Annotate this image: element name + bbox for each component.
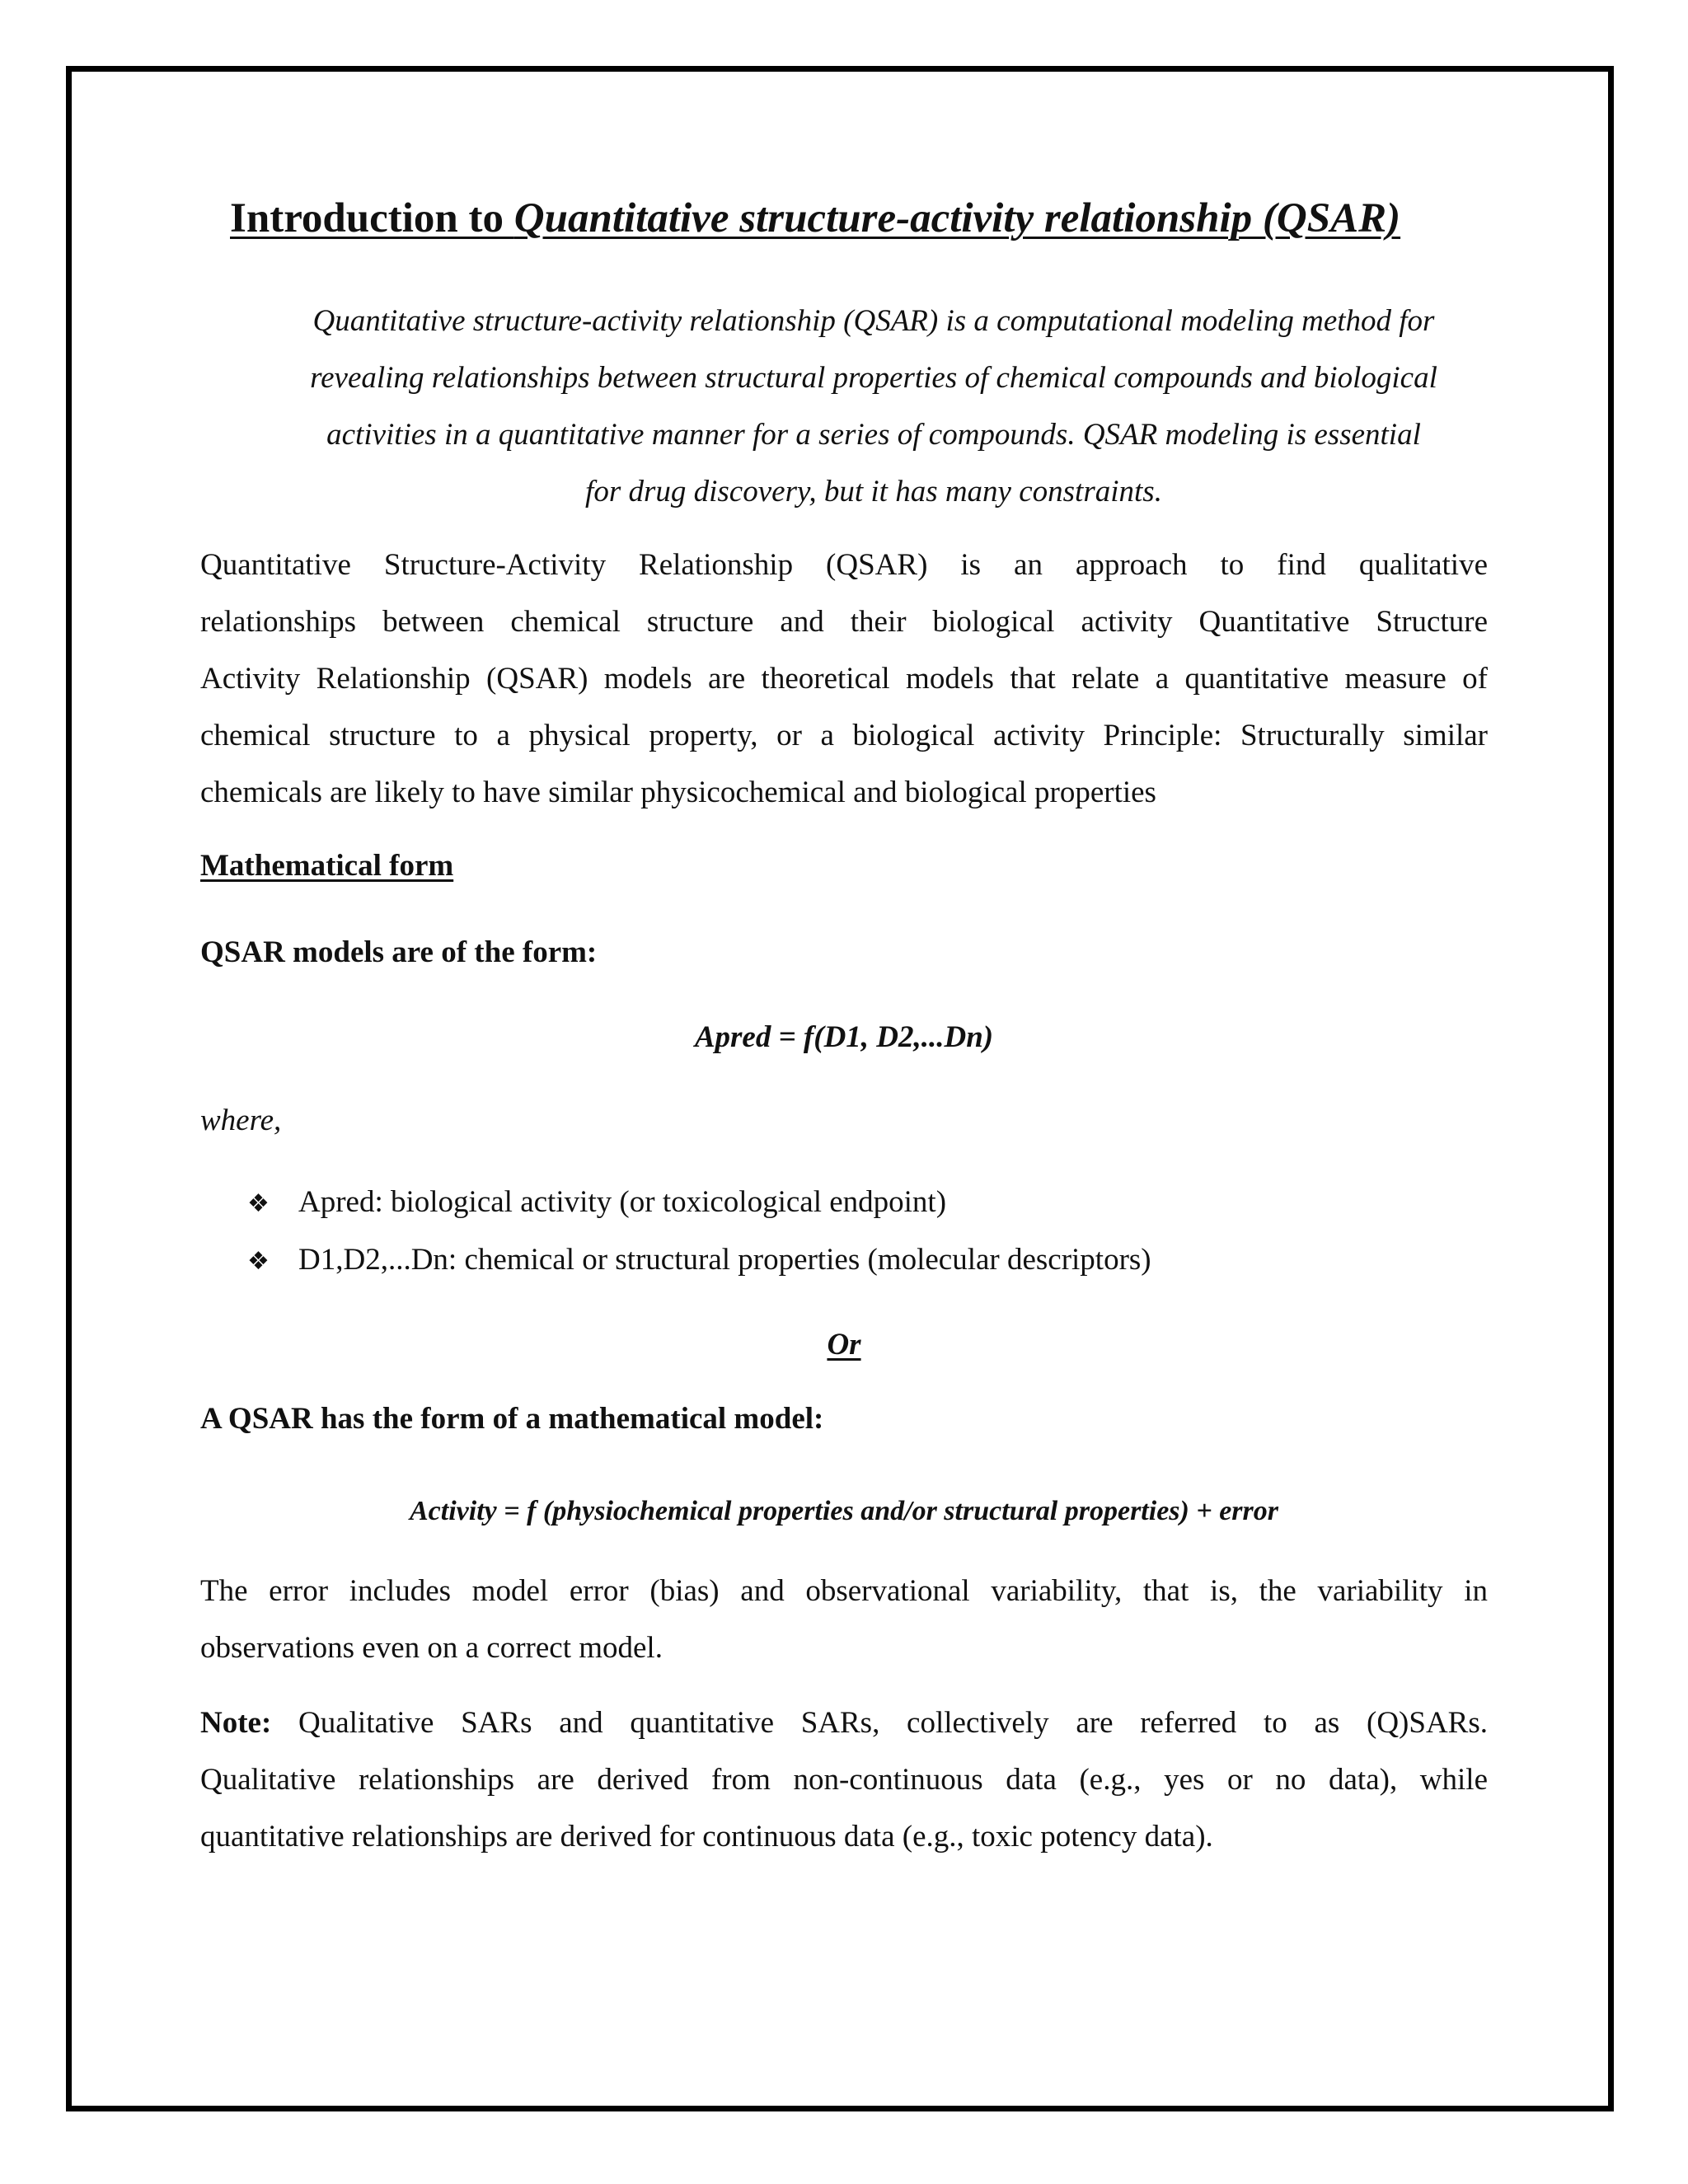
model-heading-2: A QSAR has the form of a mathematical model: — [200, 1402, 824, 1436]
models-heading: QSAR models are of the form: — [200, 935, 598, 969]
title-italic: Quantitative structure-activity relationship (QSAR) — [513, 195, 1401, 241]
bullet-item-apred — [247, 1184, 946, 1220]
bullet-text: D1,D2,...Dn: chemical or structural properties (molecular descriptors) — [298, 1243, 1151, 1277]
equation-apred: Apred = f(D1, D2,...Dn) — [694, 1020, 994, 1054]
math-heading: Mathematical form — [200, 849, 454, 883]
note-line-2: Qualitative relationships are derived from non-continuous data (e.g., yes or no data), while — [200, 1763, 1488, 1797]
bullet-text: Apred: biological activity (or toxicological endpoint) — [298, 1185, 947, 1219]
intro-line-3: Activity Relationship (QSAR) models are theoretical models that relate a quantitative measure of — [200, 662, 1488, 696]
abstract-line-1: Quantitative structure-activity relationship (QSAR) is a computational modeling method for — [312, 304, 1435, 338]
note-line-1 — [200, 1694, 1488, 1751]
note-line-3: quantitative relationships are derived for continuous data (e.g., toxic potency data). — [200, 1820, 1213, 1854]
error-line-2: observations even on a correct model. — [200, 1631, 663, 1665]
or-separator: Or — [827, 1328, 861, 1361]
equation-activity: Activity = f (physiochemical properties and/or structural properties) + error — [410, 1496, 1278, 1526]
intro-line-4: chemical structure to a physical property, or a biological activity Principle: Structurally similar — [200, 719, 1488, 752]
bullet-item-descriptors — [247, 1242, 1151, 1277]
intro-line-2: relationships between chemical structure and their biological activity Quantitative Structure — [200, 605, 1488, 639]
intro-line-1: Quantitative Structure-Activity Relationship (QSAR) is an approach to find qualitative — [200, 548, 1488, 582]
note-label: Note: — [200, 1706, 272, 1740]
note-first-line: Qualitative SARs and quantitative SARs, collectively are referred to as (Q)SARs. — [271, 1706, 1488, 1740]
abstract-line-2: revealing relationships between structural properties of chemical compounds and biological — [310, 361, 1437, 395]
error-line-1: The error includes model error (bias) and observational variability, that is, the variability in — [200, 1574, 1488, 1608]
where-label: where, — [200, 1104, 282, 1137]
bullet-diamond-icon: ❖ — [247, 1189, 270, 1218]
title-prefix: Introduction to — [230, 195, 514, 241]
abstract-line-4: for drug discovery, but it has many constraints. — [585, 475, 1162, 509]
intro-line-5: chemicals are likely to have similar physicochemical and biological properties — [200, 776, 1156, 809]
abstract-line-3: activities in a quantitative manner for a series of compounds. QSAR modeling is essential — [326, 418, 1421, 452]
bullet-diamond-icon: ❖ — [247, 1247, 270, 1276]
page-title — [230, 194, 1400, 242]
